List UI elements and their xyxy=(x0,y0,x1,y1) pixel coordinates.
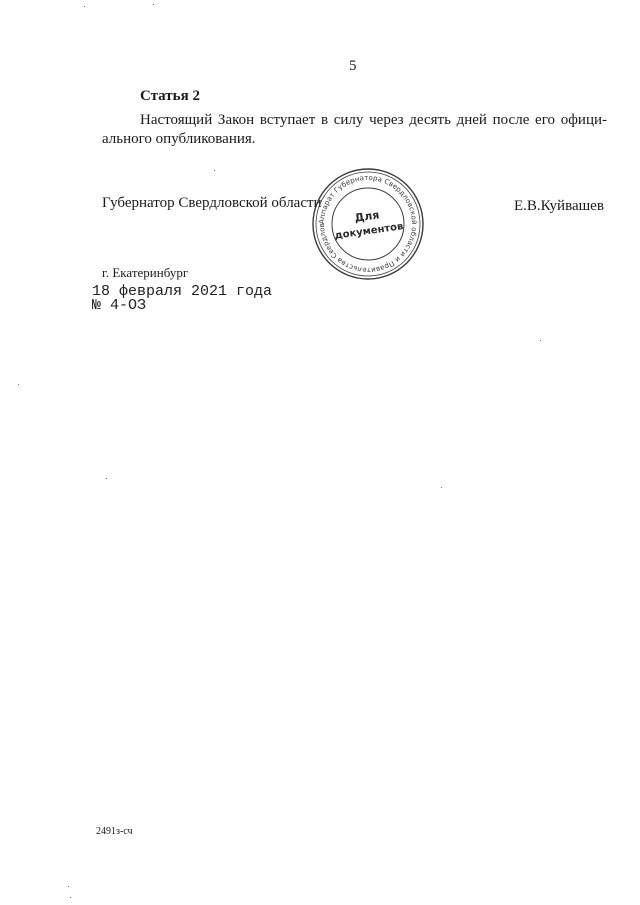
governor-name: Е.В.Куйвашев xyxy=(514,198,604,214)
stamp-seal-icon xyxy=(310,166,426,282)
article-heading: Статья 2 xyxy=(140,88,200,104)
place-of-signing: г. Екатеринбург xyxy=(102,265,189,280)
scan-speck xyxy=(70,897,71,898)
stamp-center-line-2: документов xyxy=(334,221,405,242)
scan-speck xyxy=(84,6,85,7)
law-number: № 4-ОЗ xyxy=(92,297,147,314)
page-number: 5 xyxy=(349,58,357,74)
stamp-center-line-1: Для xyxy=(353,208,381,225)
scan-speck xyxy=(214,170,215,171)
scan-speck xyxy=(18,384,19,385)
scan-speck xyxy=(441,487,442,488)
scan-speck xyxy=(540,340,541,341)
governor-title: Губернатор Свердловской области xyxy=(102,195,322,211)
scan-speck xyxy=(106,478,107,479)
official-stamp xyxy=(310,166,426,282)
scan-speck xyxy=(68,886,69,887)
stamp-ring-text: Аппарат Губернатора Свердловской области и Правительства Свердлов xyxy=(317,173,419,275)
document-code: 2491з-сч xyxy=(96,826,133,837)
article-text-line-2: ального опубликования. xyxy=(102,131,256,147)
article-text-line-1: Настоящий Закон вступает в силу через десять дней после его офици- xyxy=(140,112,607,128)
law-date: 18 февраля 2021 года xyxy=(92,283,273,300)
scan-speck xyxy=(153,4,154,5)
